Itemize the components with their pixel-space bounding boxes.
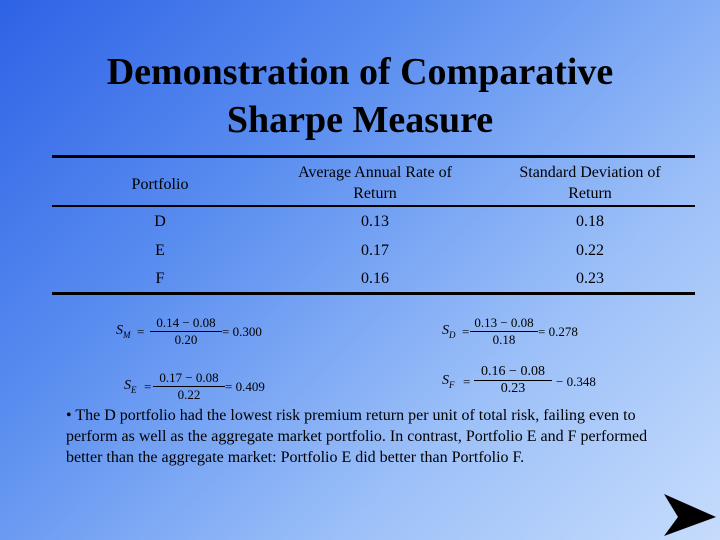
row-d-return: 0.13	[361, 213, 389, 230]
sm-denominator: 0.20	[174, 332, 198, 347]
header-average-return-line1: Average Annual Rate of	[298, 164, 452, 181]
title-line-1: Demonstration of Comparative	[106, 51, 614, 93]
conclusion-bullet: • The D portfolio had the lowest risk premium return per unit of total risk, failing even to perform as well as the aggregate market portfolio. In contrast, Portfolio E and F performed better than the aggregate market: Portfolio E did better than Portfolio F.	[66, 407, 648, 466]
sf-denominator: 0.23	[500, 381, 526, 396]
row-d-stdev: 0.18	[576, 213, 604, 230]
table-bottom-rule	[52, 292, 695, 295]
row-f-return: 0.16	[361, 270, 389, 287]
sd-denominator: 0.18	[492, 332, 516, 347]
table-header-rule	[52, 205, 695, 207]
sd-symbol: $S_D$	[442, 323, 456, 340]
sm-numerator: 0.14 − 0.08	[150, 315, 222, 332]
se-equals: =	[144, 379, 152, 394]
header-average-return	[265, 162, 485, 204]
sm-symbol: $S_M$	[116, 323, 131, 340]
row-f-stdev: 0.23	[576, 270, 604, 287]
sf-result: − 0.348	[556, 374, 596, 389]
row-f-portfolio: F	[155, 270, 165, 287]
header-standard-deviation	[485, 162, 695, 204]
se-numerator: 0.17 − 0.08	[153, 370, 225, 387]
sf-fraction	[474, 364, 552, 397]
header-portfolio: Portfolio	[131, 176, 189, 193]
row-e-portfolio: E	[155, 242, 165, 259]
row-e-return: 0.17	[361, 242, 389, 259]
row-d-portfolio: D	[154, 213, 166, 230]
sm-fraction	[150, 315, 222, 348]
header-standard-deviation-line2: Return	[568, 185, 612, 202]
sm-result: = 0.300	[222, 324, 262, 339]
slide-title	[0, 48, 720, 144]
se-fraction	[153, 370, 225, 403]
se-result: = 0.409	[225, 379, 265, 394]
sf-equals: =	[463, 374, 471, 389]
se-symbol: $S_E$	[124, 378, 137, 395]
sf-symbol: $S_F$	[442, 373, 455, 390]
sd-result: = 0.278	[538, 324, 578, 339]
se-denominator: 0.22	[177, 387, 201, 402]
table-top-rule	[52, 155, 695, 158]
header-standard-deviation-line1: Standard Deviation of	[519, 164, 661, 181]
title-line-2: Sharpe Measure	[226, 99, 494, 141]
row-e-stdev: 0.22	[576, 242, 604, 259]
sd-equals: =	[462, 324, 470, 339]
header-average-return-line2: Return	[353, 185, 397, 202]
sd-numerator: 0.13 − 0.08	[470, 315, 538, 332]
next-arrow-icon[interactable]	[662, 492, 716, 538]
sf-numerator: 0.16 − 0.08	[474, 364, 552, 381]
sm-equals: =	[137, 324, 145, 339]
sd-fraction	[470, 315, 538, 348]
